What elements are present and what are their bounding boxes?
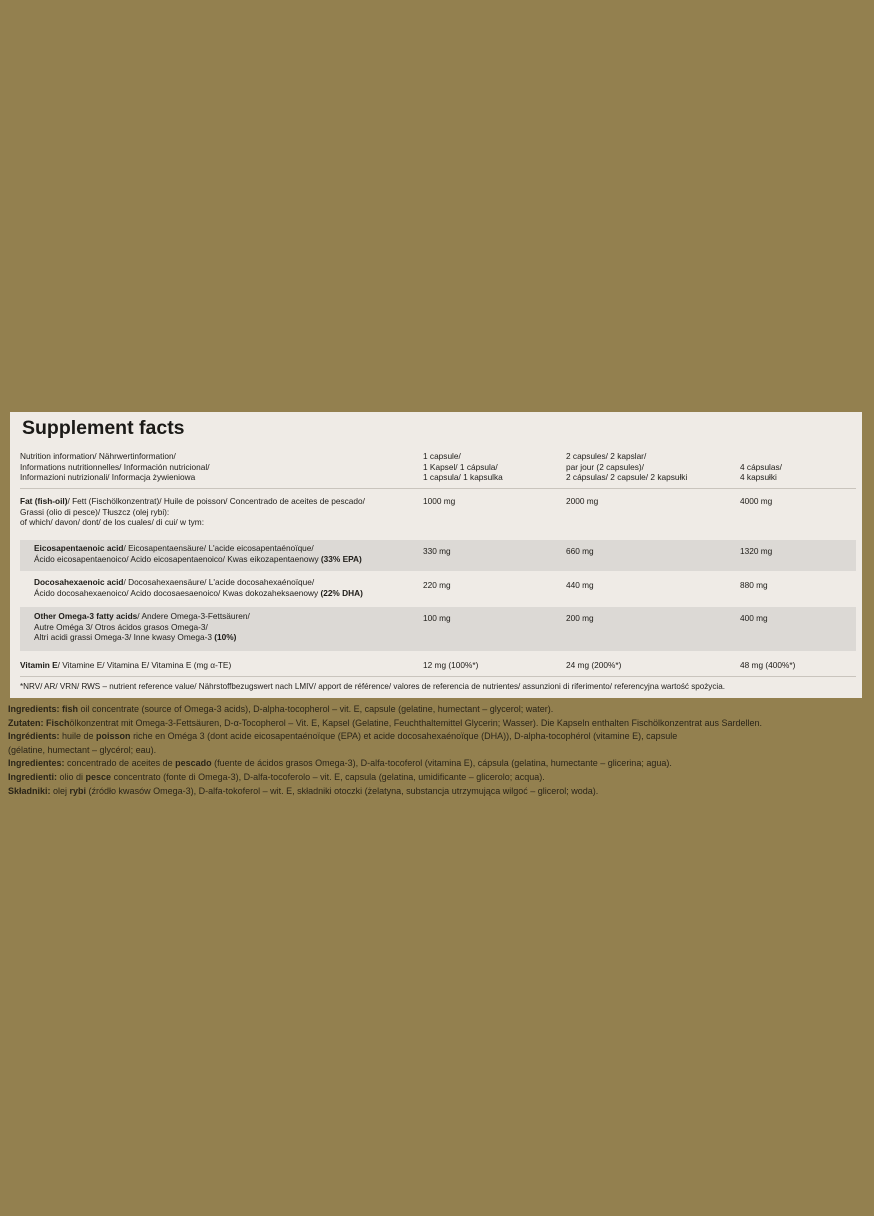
epa-row: [20, 540, 856, 571]
epa-label: Eicosapentaenoic acid/ Eicosapentaensäure/ L'acide eicosapentaénoïque/ Ácido eicosapentaenoico/ Acido eicosapentaenoico/ Kwas eikozapentaenowy (33% EPA): [34, 543, 362, 564]
vitamin-e-value-3: 48 mg (400%*): [740, 660, 796, 670]
ingredients-fr-cont: (gélatine, humectant – glycérol; eau).: [8, 744, 157, 755]
vitamin-e-value-1: 12 mg (100%*): [423, 660, 479, 670]
epa-value-2: 660 mg: [566, 546, 594, 556]
other-value-3: 400 mg: [740, 613, 768, 623]
header-col-3: 4 cápsulas/ 4 kapsułki: [740, 461, 782, 482]
dha-value-3: 880 mg: [740, 580, 768, 590]
other-omega3-label: Other Omega-3 fatty acids/ Andere Omega-3-Fettsäuren/ Autre Oméga 3/ Otros ácidos grasos Omega-3/ Altri acidi grassi Omega-3/ Inne kwasy Omega-3 (10%): [34, 611, 250, 642]
ingredients-fr: Ingrédients: huile de poisson riche en Oméga 3 (dont acide eicosapentaénoïque (EPA) et acide docosahexaénoïque (DHA)), D-alpha-tocophérol (vitamine E), capsule: [8, 731, 678, 742]
divider: [20, 488, 856, 489]
panel-title: Supplement facts: [22, 417, 185, 439]
supplement-facts-panel: [10, 412, 862, 698]
fat-value-1: 1000 mg: [423, 496, 456, 506]
epa-value-3: 1320 mg: [740, 546, 773, 556]
dha-value-2: 440 mg: [566, 580, 594, 590]
dha-label: Docosahexaenoic acid/ Docosahexaensäure/ L'acide docosahexaénoïque/ Ácido docosahexaenoico/ Acido docosaesaenoico/ Kwas dokozaheksaenowy (22% DHA): [34, 577, 363, 598]
dha-value-1: 220 mg: [423, 580, 451, 590]
epa-value-1: 330 mg: [423, 546, 451, 556]
other-value-1: 100 mg: [423, 613, 451, 623]
header-row: [10, 451, 856, 487]
footnote: *NRV/ AR/ VRN/ RWS – nutrient reference value/ Nährstoffbezugswert nach LMIV/ apport de référence/ valores de referencia de nutrientes/ assunzioni di riferimento/ referencyjna wartość spożycia.: [20, 682, 725, 691]
fat-label: Fat (fish-oil)/ Fett (Fischölkonzentrat)/ Huile de poisson/ Concentrado de aceites de pescado/ Grassi (olio di pesce)/ Tłuszcz (olej rybi): of which/ davon/ dont/ de los cuales/ di cui/ w tym:: [20, 496, 365, 527]
header-col-1: 1 capsule/ 1 Kapsel/ 1 cápsula/ 1 capsula/ 1 kapsulka: [423, 451, 503, 482]
ingredients-pl: Składniki: olej rybi (źródło kwasów Omega-3), D-alfa-tokoferol – wit. E, składniki otoczki (żelatyna, substancja utrzymująca wilgoć – glicerol; woda).: [8, 785, 599, 796]
ingredients-it: Ingredienti: olio di pesce concentrato (fonte di Omega-3), D-alfa-tocoferolo – vit. E, capsula (gelatina, umidificante – glicerolo; acqua).: [8, 771, 545, 782]
fat-value-2: 2000 mg: [566, 496, 599, 506]
ingredients-es: Ingredientes: concentrado de aceites de pescado (fuente de ácidos grasos Omega-3), D-alfa-tocoferol (vitamina E), cápsula (gelatina, humectante – glicerina; agua).: [8, 758, 672, 769]
fat-row: [10, 496, 856, 536]
ingredients-en: Ingredients: fish oil concentrate (source of Omega-3 acids), D-alpha-tocopherol – vit. E, capsule (gelatine, humectant – glycerol; water).: [8, 704, 554, 714]
header-label: Nutrition information/ Nährwertinformation/ Informations nutritionnelles/ Información nutricional/ Informazioni nutrizionali/ Informacja żywieniowa: [20, 451, 210, 482]
ingredients-de: Zutaten: Fischölkonzentrat mit Omega-3-Fettsäuren, D-α-Tocopherol – Vit. E, Kapsel (Gelatine, Feuchthaltemittel Glycerin; Wasser). Die Kapseln enthalten Fischölkonzentrat aus Sardellen.: [8, 717, 763, 728]
divider: [20, 676, 856, 677]
vitamin-e-value-2: 24 mg (200%*): [566, 660, 622, 670]
vitamin-e-label: Vitamin E/ Vitamine E/ Vitamina E/ Vitamina E (mg α-TE): [20, 660, 232, 670]
other-value-2: 200 mg: [566, 613, 594, 623]
other-omega3-row: [20, 607, 856, 651]
dha-row: [20, 574, 856, 605]
vitamin-e-row: [10, 660, 856, 672]
ingredients-block: [8, 703, 870, 798]
fat-value-3: 4000 mg: [740, 496, 773, 506]
header-col-2: 2 capsules/ 2 kapslar/ par jour (2 capsules)/ 2 cápsulas/ 2 capsule/ 2 kapsułki: [566, 451, 688, 482]
